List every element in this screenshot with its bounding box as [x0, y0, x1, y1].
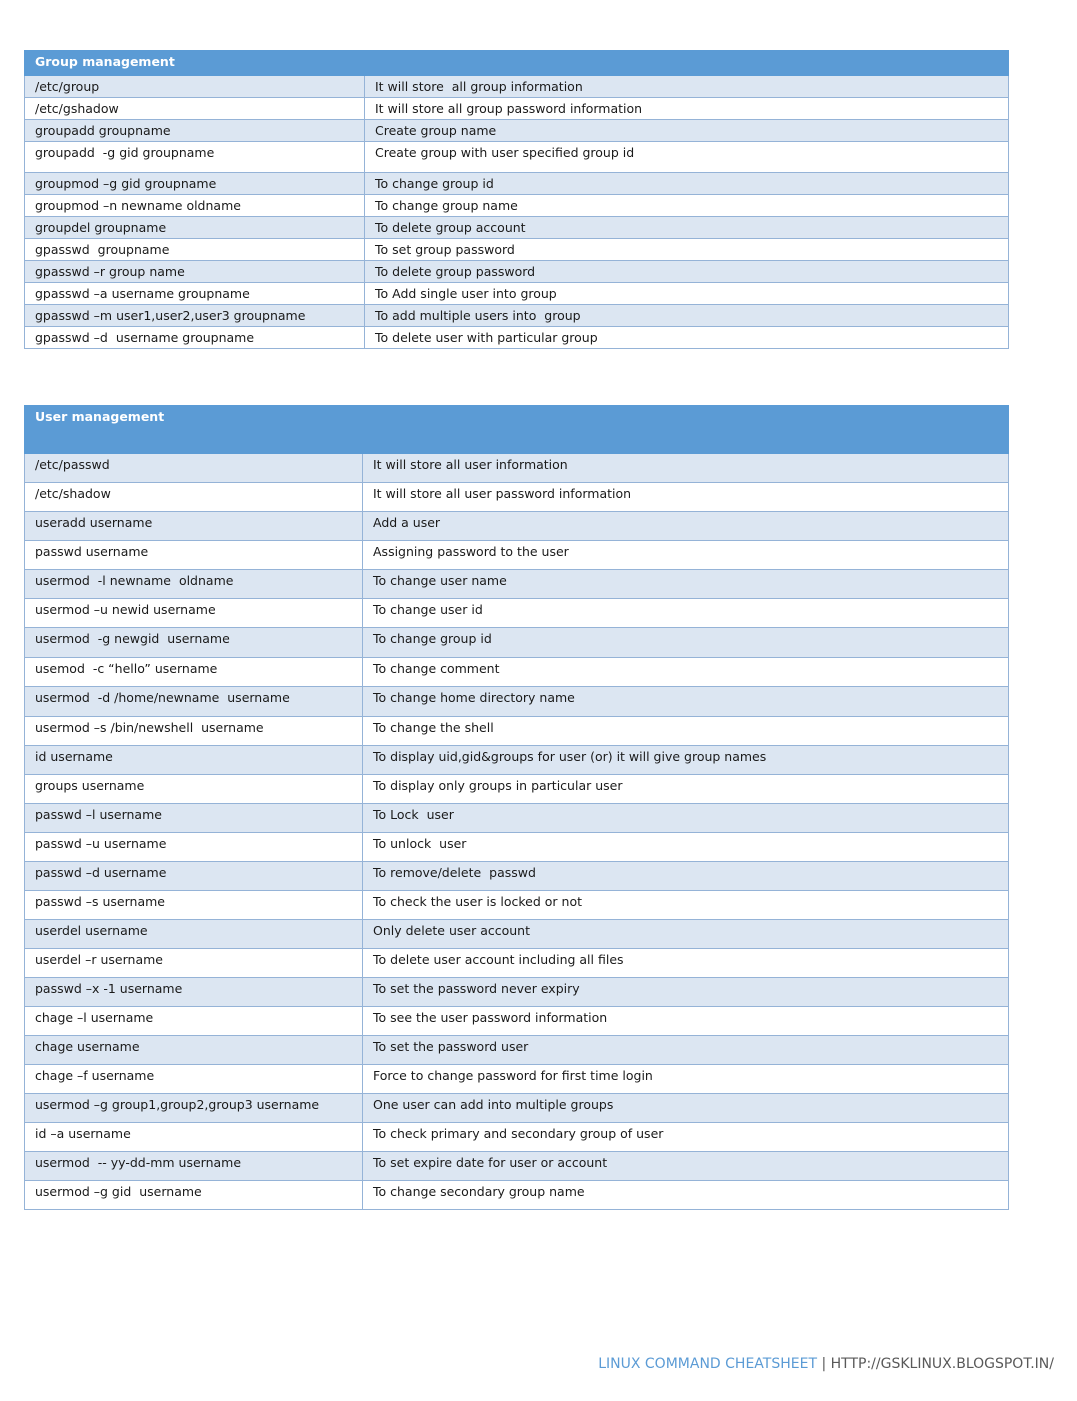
- command-cell: usermod -l newname oldname: [25, 570, 363, 599]
- description-cell: Create group with user specified group id: [365, 142, 1009, 173]
- command-cell: passwd –s username: [25, 891, 363, 920]
- command-cell: groupadd -g gid groupname: [25, 142, 365, 173]
- table-row: [25, 454, 1009, 483]
- table-row: [25, 775, 1009, 804]
- command-cell: passwd –x -1 username: [25, 978, 363, 1007]
- description-cell: To change user id: [363, 599, 1009, 628]
- description-cell: To add multiple users into group: [365, 305, 1009, 327]
- table-row: [25, 687, 1009, 717]
- description-cell: Only delete user account: [363, 920, 1009, 949]
- description-cell: To change home directory name: [363, 687, 1009, 717]
- table-row: [25, 173, 1009, 195]
- command-cell: gpasswd –a username groupname: [25, 283, 365, 305]
- user-section-title: User management: [25, 406, 1009, 454]
- table-row: [25, 628, 1009, 658]
- description-cell: Force to change password for first time login: [363, 1065, 1009, 1094]
- table-row: [25, 76, 1009, 98]
- footer-separator: |: [821, 1356, 827, 1372]
- description-cell: One user can add into multiple groups: [363, 1094, 1009, 1123]
- table-row: [25, 804, 1009, 833]
- command-cell: groupdel groupname: [25, 217, 365, 239]
- table-row: [25, 1065, 1009, 1094]
- description-cell: To set the password user: [363, 1036, 1009, 1065]
- page-footer: [598, 1356, 1054, 1372]
- description-cell: To display uid,gid&groups for user (or) it will give group names: [363, 746, 1009, 775]
- command-cell: gpasswd groupname: [25, 239, 365, 261]
- table-row: [25, 833, 1009, 862]
- description-cell: To delete group account: [365, 217, 1009, 239]
- description-cell: To change group name: [365, 195, 1009, 217]
- description-cell: To change the shell: [363, 717, 1009, 746]
- description-cell: To delete user with particular group: [365, 327, 1009, 349]
- description-cell: Assigning password to the user: [363, 541, 1009, 570]
- command-cell: groupmod –n newname oldname: [25, 195, 365, 217]
- command-cell: passwd –l username: [25, 804, 363, 833]
- command-cell: usermod -- yy-dd-mm username: [25, 1152, 363, 1181]
- table-row: [25, 1123, 1009, 1152]
- description-cell: To see the user password information: [363, 1007, 1009, 1036]
- description-cell: To Add single user into group: [365, 283, 1009, 305]
- command-cell: chage –f username: [25, 1065, 363, 1094]
- description-cell: Add a user: [363, 512, 1009, 541]
- table-row: [25, 570, 1009, 599]
- command-cell: gpasswd –d username groupname: [25, 327, 365, 349]
- table-row: [25, 261, 1009, 283]
- table-row: [25, 920, 1009, 949]
- user-table-header: [25, 406, 1009, 454]
- command-cell: passwd –u username: [25, 833, 363, 862]
- command-cell: usermod –g group1,group2,group3 username: [25, 1094, 363, 1123]
- description-cell: To delete user account including all files: [363, 949, 1009, 978]
- command-cell: passwd username: [25, 541, 363, 570]
- table-row: [25, 862, 1009, 891]
- description-cell: To set expire date for user or account: [363, 1152, 1009, 1181]
- command-cell: chage –l username: [25, 1007, 363, 1036]
- description-cell: Create group name: [365, 120, 1009, 142]
- table-row: [25, 1007, 1009, 1036]
- command-cell: passwd –d username: [25, 862, 363, 891]
- command-cell: useradd username: [25, 512, 363, 541]
- table-row: [25, 142, 1009, 173]
- description-cell: To delete group password: [365, 261, 1009, 283]
- user-management-table: [24, 405, 1009, 1210]
- table-row: [25, 949, 1009, 978]
- command-cell: usermod –u newid username: [25, 599, 363, 628]
- command-cell: /etc/passwd: [25, 454, 363, 483]
- command-cell: id –a username: [25, 1123, 363, 1152]
- table-row: [25, 599, 1009, 628]
- table-row: [25, 283, 1009, 305]
- command-cell: userdel –r username: [25, 949, 363, 978]
- group-management-table: [24, 50, 1009, 349]
- table-row: [25, 98, 1009, 120]
- table-row: [25, 541, 1009, 570]
- description-cell: It will store all group password information: [365, 98, 1009, 120]
- table-row: [25, 120, 1009, 142]
- command-cell: /etc/gshadow: [25, 98, 365, 120]
- command-cell: usermod -g newgid username: [25, 628, 363, 658]
- table-row: [25, 717, 1009, 746]
- description-cell: To set group password: [365, 239, 1009, 261]
- footer-url[interactable]: HTTP://GSKLINUX.BLOGSPOT.IN/: [830, 1356, 1054, 1372]
- table-row: [25, 217, 1009, 239]
- command-cell: gpasswd –r group name: [25, 261, 365, 283]
- description-cell: To change user name: [363, 570, 1009, 599]
- table-row: [25, 1036, 1009, 1065]
- command-cell: usermod –g gid username: [25, 1181, 363, 1210]
- table-row: [25, 1152, 1009, 1181]
- command-cell: groupadd groupname: [25, 120, 365, 142]
- description-cell: To change group id: [365, 173, 1009, 195]
- command-cell: gpasswd –m user1,user2,user3 groupname: [25, 305, 365, 327]
- command-cell: /etc/group: [25, 76, 365, 98]
- description-cell: It will store all user password information: [363, 483, 1009, 512]
- table-row: [25, 239, 1009, 261]
- description-cell: To display only groups in particular user: [363, 775, 1009, 804]
- description-cell: It will store all user information: [363, 454, 1009, 483]
- table-row: [25, 658, 1009, 687]
- command-cell: id username: [25, 746, 363, 775]
- command-cell: usermod -d /home/newname username: [25, 687, 363, 717]
- command-cell: groupmod –g gid groupname: [25, 173, 365, 195]
- table-row: [25, 746, 1009, 775]
- description-cell: To change group id: [363, 628, 1009, 658]
- description-cell: To set the password never expiry: [363, 978, 1009, 1007]
- description-cell: To change secondary group name: [363, 1181, 1009, 1210]
- description-cell: To check the user is locked or not: [363, 891, 1009, 920]
- description-cell: To change comment: [363, 658, 1009, 687]
- description-cell: To check primary and secondary group of user: [363, 1123, 1009, 1152]
- table-row: [25, 483, 1009, 512]
- footer-brand: LINUX COMMAND CHEATSHEET: [598, 1356, 817, 1372]
- command-cell: /etc/shadow: [25, 483, 363, 512]
- group-section-title: Group management: [25, 51, 1009, 76]
- table-row: [25, 512, 1009, 541]
- table-row: [25, 327, 1009, 349]
- command-cell: usermod –s /bin/newshell username: [25, 717, 363, 746]
- command-cell: groups username: [25, 775, 363, 804]
- table-row: [25, 978, 1009, 1007]
- command-cell: usemod -c “hello” username: [25, 658, 363, 687]
- command-cell: userdel username: [25, 920, 363, 949]
- command-cell: chage username: [25, 1036, 363, 1065]
- table-row: [25, 195, 1009, 217]
- description-cell: It will store all group information: [365, 76, 1009, 98]
- table-row: [25, 305, 1009, 327]
- table-row: [25, 891, 1009, 920]
- description-cell: To unlock user: [363, 833, 1009, 862]
- description-cell: To remove/delete passwd: [363, 862, 1009, 891]
- group-table-header: [25, 51, 1009, 76]
- description-cell: To Lock user: [363, 804, 1009, 833]
- table-row: [25, 1094, 1009, 1123]
- table-row: [25, 1181, 1009, 1210]
